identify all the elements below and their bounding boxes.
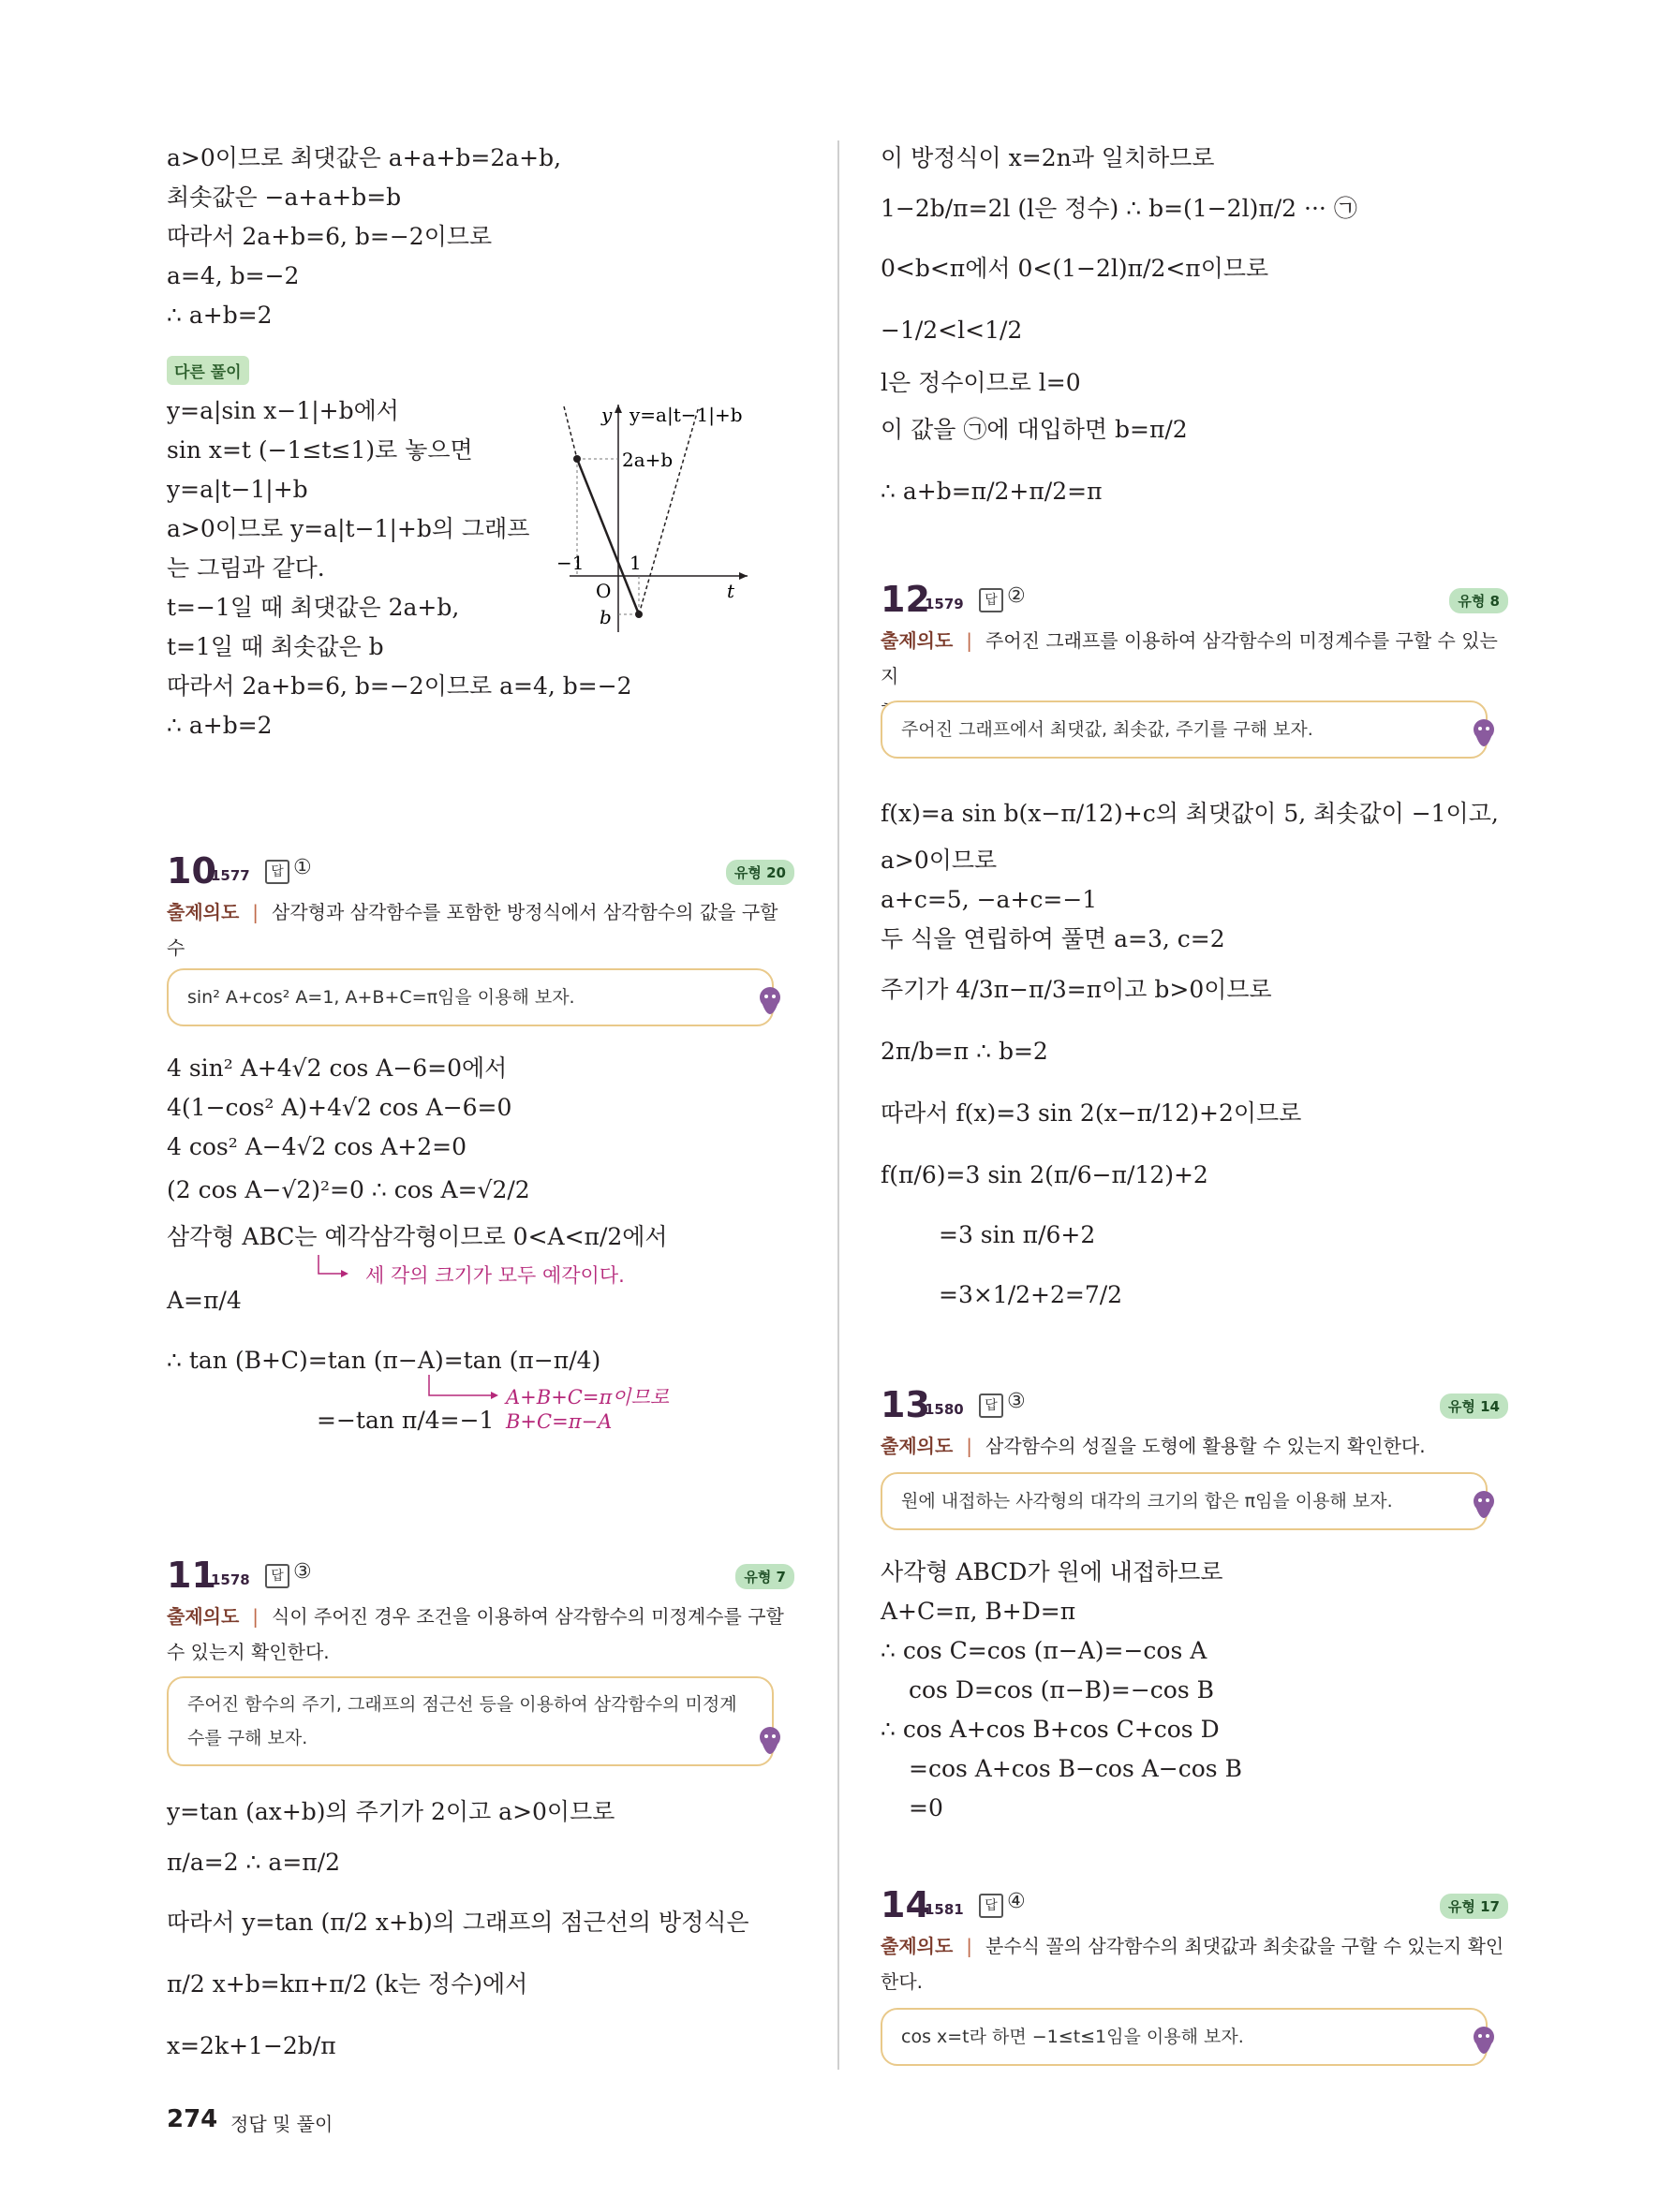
intent-label: 출제의도 [167, 1605, 240, 1628]
problem-number: 14 [881, 1884, 930, 1925]
solution-line: x=2k+1−2b/π [167, 2032, 336, 2059]
solution-line: ∴ cos C=cos (π−A)=−cos A [881, 1637, 1207, 1664]
solution-line: π/2 x+b=kπ+π/2 (k는 정수)에서 [167, 1970, 528, 1998]
annotation-sum: A+B+C=π이므로 [506, 1386, 670, 1408]
y-label: y [601, 404, 613, 426]
problem-12-header [881, 579, 1508, 622]
graph-dashed-left [564, 406, 577, 459]
y-axis-arrow [615, 405, 622, 413]
hint-text: 주어진 그래프에서 최댓값, 최솟값, 주기를 구해 보자. [901, 719, 1313, 740]
intent-label: 출제의도 [881, 629, 954, 652]
mascot-icon [757, 985, 783, 1023]
hint-box [881, 1472, 1488, 1530]
solution-line: =3×1/2+2=7/2 [939, 1281, 1123, 1308]
solution-line: =cos A+cos B−cos A−cos B [909, 1755, 1242, 1782]
solution-line: =3 sin π/6+2 [939, 1221, 1096, 1248]
problem-id: 1577 [211, 867, 250, 884]
solution-line: 4 cos² A−4√2 cos A+2=0 [167, 1133, 467, 1160]
solution-line: a=4, b=−2 [167, 262, 300, 289]
problem-id: 1578 [211, 1571, 250, 1588]
solution-line: 따라서 2a+b=6, b=−2이므로 [167, 223, 493, 250]
solution-line: ∴ a+b=π/2+π/2=π [881, 478, 1103, 505]
b-label: b [600, 606, 612, 628]
one-label: 1 [630, 552, 642, 574]
solution-line: 1−2b/π=2l (l은 정수) ∴ b=(1−2l)π/2 ··· ㉠ [881, 195, 1357, 222]
alt-line: 는 그림과 같다. [167, 554, 325, 582]
abs-value-graph [556, 393, 794, 637]
hint-text: 원에 내접하는 사각형의 대각의 크기의 합은 π임을 이용해 보자. [901, 1491, 1393, 1512]
alt-line: t=−1일 때 최댓값은 2a+b, [167, 594, 460, 621]
solution-line: a>0이므로 [881, 847, 998, 874]
intent-text: 분수식 꼴의 삼각함수의 최댓값과 최솟값을 구할 수 있는지 확인 [985, 1935, 1504, 1957]
problem-10-header [167, 850, 794, 893]
intent-text: 수 있는지 확인한다. [167, 1641, 330, 1663]
graph-dashed-right [639, 406, 699, 614]
mascot-icon [1471, 1489, 1497, 1526]
problem-14-header [881, 1884, 1508, 1927]
neg-one-label: −1 [556, 552, 585, 574]
answer-icon: 답 [265, 860, 289, 884]
alt-line: sin x=t (−1≤t≤1)로 놓으면 [167, 436, 473, 464]
intent-label: 출제의도 [881, 1935, 954, 1957]
problem-11-header [167, 1555, 794, 1598]
min-point [635, 611, 643, 618]
problem-intent: 출제의도 | 식이 주어진 경우 조건을 이용하여 삼각함수의 미정계수를 구할 수 있는지 확인한다. [167, 1605, 784, 1663]
solution-line: 이 방정식이 x=2n과 일치하므로 [881, 144, 1215, 171]
t-axis-arrow [739, 572, 748, 580]
hint-text: sin² A+cos² A=1, A+B+C=π임을 이용해 보자. [187, 987, 575, 1008]
curve-label: y=a|t−1|+b [630, 404, 743, 426]
intent-text: 삼각형과 삼각함수를 포함한 방정식에서 삼각함수의 값을 구할 수 [167, 901, 778, 959]
answer-value: ③ [293, 1560, 312, 1584]
solution-line: cos D=cos (π−B)=−cos B [909, 1676, 1215, 1703]
solution-line: 주기가 4/3π−π/3=π이고 b>0이므로 [881, 976, 1272, 1003]
solution-line: f(π/6)=3 sin 2(π/6−π/12)+2 [881, 1161, 1208, 1188]
type-badge: 유형 20 [726, 860, 794, 885]
solution-line: −1/2<l<1/2 [881, 317, 1023, 344]
solution-line: a+c=5, −a+c=−1 [881, 886, 1098, 913]
problem-intent: 출제의도 | 주어진 그래프를 이용하여 삼각함수의 미정계수를 구할 수 있는지 [881, 623, 1508, 730]
problem-number: 12 [881, 579, 930, 620]
intent-text: 주어진 그래프를 이용하여 삼각함수의 미정계수를 구할 수 있는지 [881, 629, 1498, 687]
hint-text: 주어진 함수의 주기, 그래프의 점근선 등을 이용하여 삼각함수의 미정계 [187, 1694, 737, 1715]
annotation-sum: B+C=π−A [506, 1410, 613, 1433]
intent-text: 한다. [881, 1970, 923, 1993]
type-badge: 유형 17 [1440, 1894, 1508, 1919]
max-label: 2a+b [622, 449, 674, 471]
solution-line: 사각형 ABCD가 원에 내접하므로 [881, 1558, 1223, 1585]
mascot-icon [757, 1725, 783, 1762]
solution-line: ∴ cos A+cos B+cos C+cos D [881, 1716, 1220, 1743]
answer-icon: 답 [979, 1894, 1003, 1918]
solution-line: y=tan (ax+b)의 주기가 2이고 a>0이므로 [167, 1798, 615, 1825]
hint-box [881, 2008, 1488, 2066]
alt-line: y=a|t−1|+b [167, 476, 308, 503]
alt-line: ∴ a+b=2 [167, 712, 273, 739]
hint-box [881, 700, 1488, 759]
solution-line: ∴ tan (B+C)=tan (π−A)=tan (π−π/4) [167, 1347, 601, 1374]
solution-line: =0 [909, 1794, 943, 1821]
mascot-icon [1471, 2025, 1497, 2062]
solution-line: a>0이므로 최댓값은 a+a+b=2a+b, [167, 144, 562, 171]
problem-id: 1580 [925, 1401, 964, 1418]
problem-number: 10 [167, 850, 216, 892]
solution-line: l은 정수이므로 l=0 [881, 369, 1081, 396]
solution-line: A+C=π, B+D=π [881, 1598, 1076, 1625]
solution-line: 이 값을 ㉠에 대입하면 b=π/2 [881, 416, 1188, 443]
type-badge: 유형 8 [1449, 588, 1508, 613]
answer-value: ③ [1007, 1390, 1026, 1413]
solution-line: f(x)=a sin b(x−π/12)+c의 최댓값이 5, 최솟값이 −1이고, [881, 800, 1499, 827]
intent-text: 삼각함수의 성질을 도형에 활용할 수 있는지 확인한다. [985, 1435, 1426, 1457]
hint-box [167, 1676, 774, 1766]
mascot-icon [1471, 717, 1497, 755]
alt-line: 따라서 2a+b=6, b=−2이므로 a=4, b=−2 [167, 672, 632, 700]
solution-line: 두 식을 연립하여 풀면 a=3, c=2 [881, 925, 1225, 952]
section-title: 정답 및 풀이 [230, 2113, 333, 2135]
problem-number: 13 [881, 1384, 930, 1425]
solution-line: 따라서 f(x)=3 sin 2(x−π/12)+2이므로 [881, 1099, 1302, 1127]
hint-text: cos x=t라 하면 −1≤t≤1임을 이용해 보자. [901, 2027, 1244, 2047]
solution-line: 4 sin² A+4√2 cos A−6=0에서 [167, 1054, 508, 1082]
answer-icon: 답 [265, 1564, 289, 1588]
problem-intent: 출제의도 | 분수식 꼴의 삼각함수의 최댓값과 최솟값을 구할 수 있는지 확인 한다. [881, 1935, 1504, 1993]
solution-line: 2π/b=π ∴ b=2 [881, 1038, 1048, 1065]
problem-id: 1579 [925, 596, 964, 612]
alt-solution-badge: 다른 풀이 [167, 356, 249, 385]
hint-box [167, 968, 774, 1026]
solution-line: 따라서 y=tan (π/2 x+b)의 그래프의 점근선의 방정식은 [167, 1909, 749, 1936]
solution-line: 0<b<π에서 0<(1−2l)π/2<π이므로 [881, 255, 1269, 282]
t-label: t [727, 580, 735, 602]
intent-text: 식이 주어진 경우 조건을 이용하여 삼각함수의 미정계수를 구할 [272, 1605, 784, 1628]
annotation-acute: 세 각의 크기가 모두 예각이다. [365, 1264, 625, 1287]
max-point [573, 455, 581, 463]
answer-value: ① [293, 856, 312, 879]
problem-number: 11 [167, 1555, 216, 1596]
solution-line: 최솟값은 −a+a+b=b [167, 184, 402, 211]
answer-icon: 답 [979, 1394, 1003, 1418]
origin-label: O [596, 580, 612, 602]
column-divider [837, 140, 839, 2070]
problem-intent: 출제의도 | 삼각함수의 성질을 도형에 활용할 수 있는지 확인한다. [881, 1435, 1426, 1457]
solution-line: π/a=2 ∴ a=π/2 [167, 1849, 341, 1876]
solution-line: (2 cos A−√2)²=0 ∴ cos A=√2/2 [167, 1176, 530, 1203]
intent-label: 출제의도 [881, 1435, 954, 1457]
alt-line: a>0이므로 y=a|t−1|+b의 그래프 [167, 515, 530, 542]
intent-label: 출제의도 [167, 901, 240, 923]
solution-line: =−tan π/4=−1 [317, 1407, 495, 1434]
solution-line: 4(1−cos² A)+4√2 cos A−6=0 [167, 1094, 512, 1121]
answer-icon: 답 [979, 588, 1003, 612]
problem-id: 1581 [925, 1901, 964, 1918]
solution-line: ∴ a+b=2 [167, 302, 273, 329]
alt-line: y=a|sin x−1|+b에서 [167, 397, 399, 424]
type-badge: 유형 7 [735, 1564, 794, 1589]
problem-intent: 출제의도 | 삼각형과 삼각함수를 포함한 방정식에서 삼각함수의 값을 구할 수 [167, 894, 794, 1001]
solution-line: 삼각형 ABC는 예각삼각형이므로 0<A<π/2에서 [167, 1223, 668, 1250]
answer-value: ② [1007, 584, 1026, 608]
problem-13-header [881, 1384, 1508, 1427]
alt-line: t=1일 때 최솟값은 b [167, 633, 384, 660]
solution-line: A=π/4 [167, 1287, 242, 1314]
answer-value: ④ [1007, 1890, 1026, 1913]
page-number: 274 [167, 2105, 218, 2133]
hint-text: 수를 구해 보자. [187, 1728, 308, 1748]
type-badge: 유형 14 [1440, 1394, 1508, 1419]
